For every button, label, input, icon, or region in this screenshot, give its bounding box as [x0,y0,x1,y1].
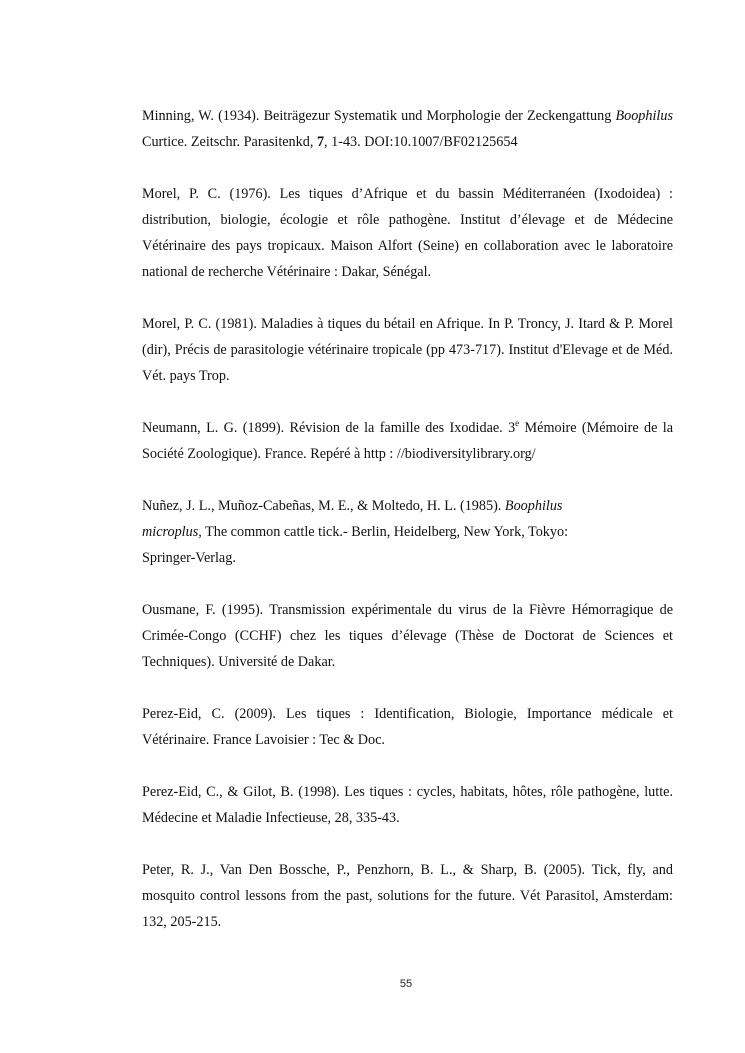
reference-morel-1981: Morel, P. C. (1981). Maladies à tiques du bétail en Afrique. In P. Troncy, J. Itard & P. Morel (dir), Précis de parasitologie vétérinaire tropicale (pp 473-717). Institut d'Elevage et de Méd. Vét. pays Trop. [142,316,673,384]
species-name: Boophilus [615,108,673,124]
reference-minning-1934: Minning, W. (1934). Beiträgezur Systematik und Morphologie der Zeckengattung Boophilus Curtice. Zeitschr. Parasitenkd, 7, 1-43. DOI:10.1007/BF02125654 [142,108,673,150]
reference-neumann-1899: Neumann, L. G. (1899). Révision de la famille des Ixodidae. 3e Mémoire (Mémoire de la Société Zoologique). France. Repéré à http : //biodiversitylibrary.org/ [142,418,673,462]
reference-ousmane-1995: Ousmane, F. (1995). Transmission expérimentale du virus de la Fièvre Hémorragique de Crimée-Congo (CCHF) chez les tiques d’élevage (Thèse de Doctorat de Sciences et Techniques). Université de Dakar. [142,602,673,670]
reference-nunez-1985: Nuñez, J. L., Muñoz-Cabeñas, M. E., & Moltedo, H. L. (1985). Boophilus microplus, The common cattle tick.- Berlin, Heidelberg, New York, Tokyo: Springer-Verlag. [142,498,569,566]
reference-perez-eid-1998: Perez-Eid, C., & Gilot, B. (1998). Les tiques : cycles, habitats, hôtes, rôle pathogène, lutte. Médecine et Maladie Infectieuse, 28, 335-43. [142,784,673,826]
reference-morel-1976: Morel, P. C. (1976). Les tiques d’Afrique et du bassin Méditerranéen (Ixodoidea) : distribution, biologie, écologie et rôle pathogène. Institut d’élevage et de Médecine Vétérinaire des pays tropicaux. Maison Alfort (Seine) en collaboration avec le laboratoire national de recherche Vétérinaire : Dakar, Sénégal. [142,186,673,280]
volume-number: 7 [316,134,325,150]
species-name: Boophilus microplus, [142,498,563,540]
superscript-ordinal: e [515,418,520,428]
page-number: 55 [399,978,413,990]
reference-peter-2005: Peter, R. J., Van Den Bossche, P., Penzhorn, B. L., & Sharp, B. (2005). Tick, fly, and mosquito control lessons from the past, solutions for the future. Vét Parasitol, Amsterdam: 132, 205-215. [142,862,673,930]
reference-perez-eid-2009: Perez-Eid, C. (2009). Les tiques : Identification, Biologie, Importance médicale et Vétérinaire. France Lavoisier : Tec & Doc. [142,706,673,748]
reference-list [142,103,673,961]
